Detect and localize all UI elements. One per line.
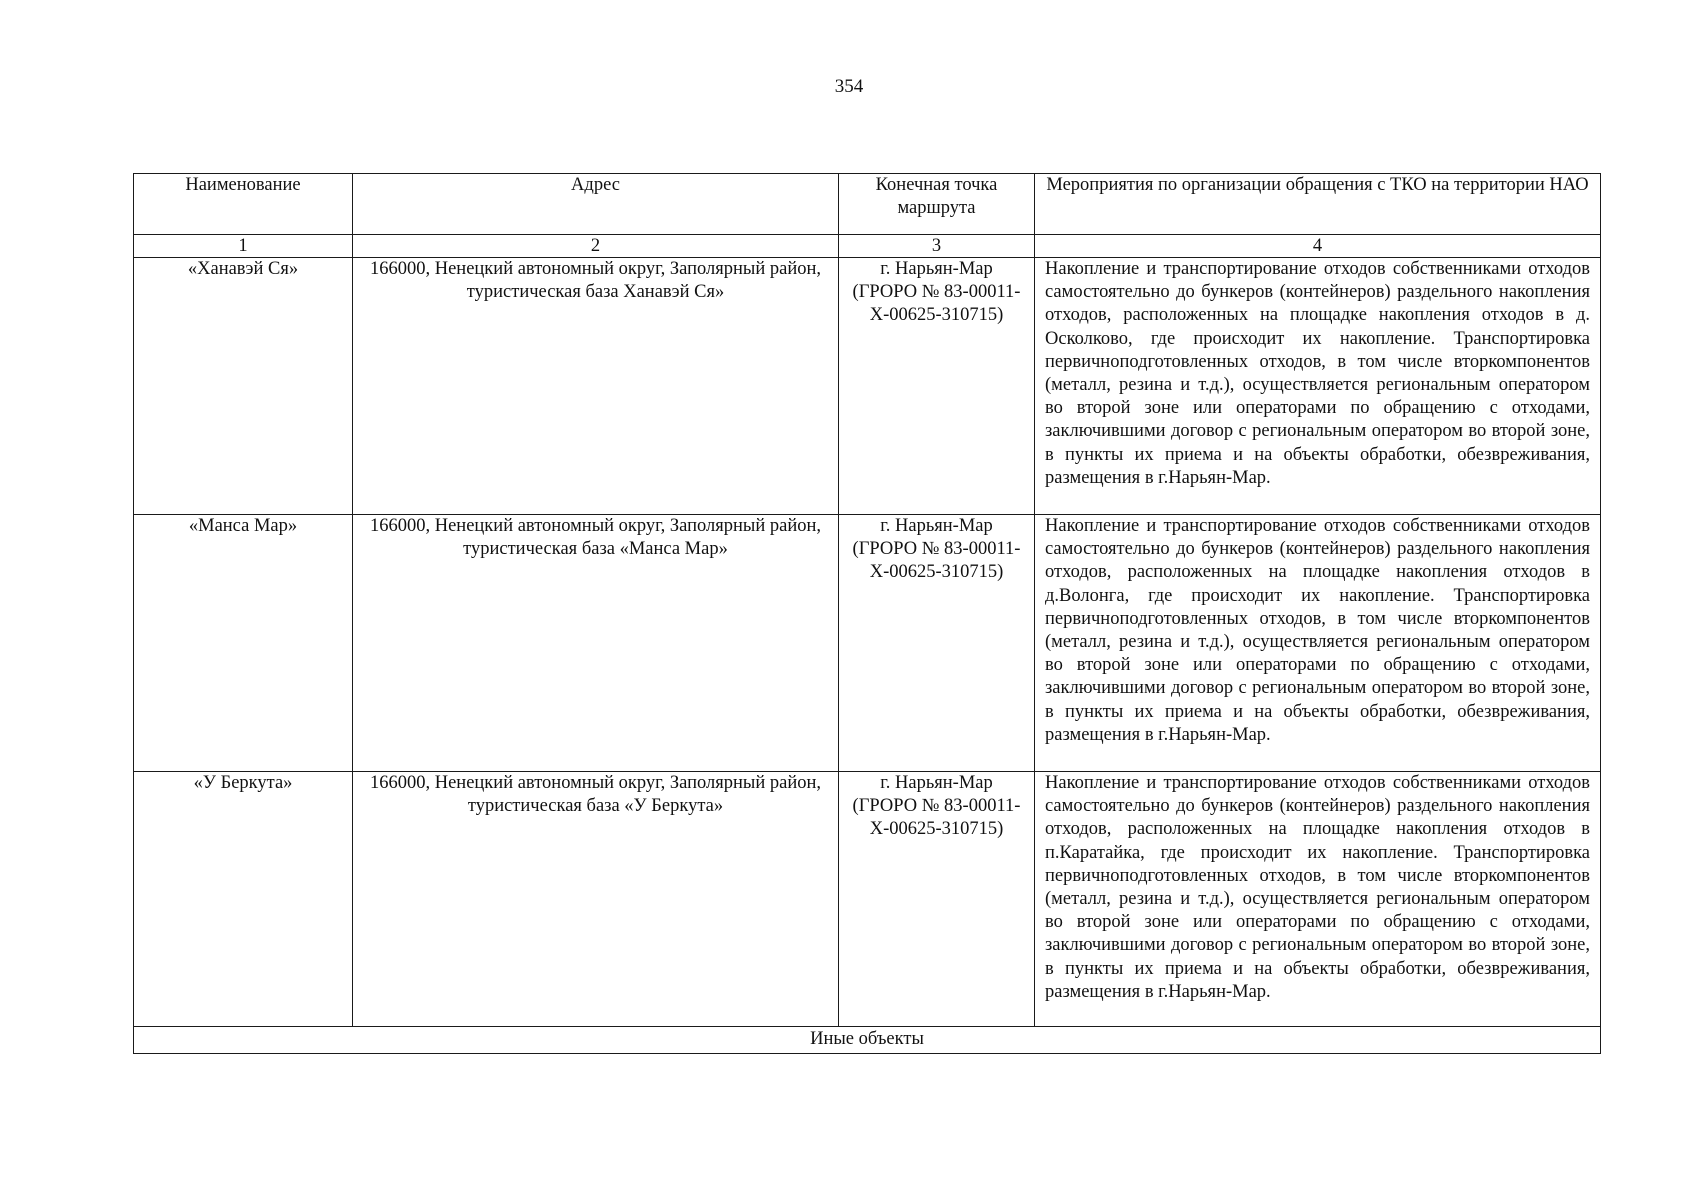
header-endpoint: Конечная точка маршрута [839,174,1035,235]
header-name: Наименование [134,174,353,235]
page-number: 354 [834,76,864,97]
cell-address: 166000, Ненецкий автономный округ, Заполярный район, туристическая база Ханавэй Ся» [353,258,839,515]
cell-endpoint: г. Нарьян-Мар (ГРОРО № 83-00011-Х-00625-310715) [839,515,1035,772]
header-measures: Мероприятия по организации обращения с ТКО на территории НАО [1035,174,1601,235]
table-row [134,772,1601,1027]
section-row [134,1027,1601,1054]
table-row [134,515,1601,772]
cell-name: «Манса Мар» [134,515,353,772]
cell-address: 166000, Ненецкий автономный округ, Заполярный район, туристическая база «У Беркута» [353,772,839,1027]
cell-name: «Ханавэй Ся» [134,258,353,515]
cell-measures: Накопление и транспортирование отходов собственниками отходов самостоятельно до бункеров (контейнеров) раздельного накопления отходов, расположенных на площадке накопления отходов в п.Каратайка, где происходит их накопление. Транспортировка первичноподготовленных отходов, в том числе вторкомпонентов (металл, резина и т.д.), осуществляется региональным оператором во второй зоне или операторами по обращению с отходами, заключившими договор с региональным оператором во второй зоне, в пункты их приема и на объекты обработки, обезвреживания, размещения в г.Нарьян-Мар. [1035,772,1601,1027]
table-row [134,258,1601,515]
cell-measures: Накопление и транспортирование отходов собственниками отходов самостоятельно до бункеров (контейнеров) раздельного накопления отходов, расположенных на площадке накопления отходов в д.Волонга, где происходит их накопление. Транспортировка первичноподготовленных отходов, в том числе вторкомпонентов (металл, резина и т.д.), осуществляется региональным оператором во второй зоне или операторами по обращению с отходами, заключившими договор с региональным оператором во второй зоне, в пункты их приема и на объекты обработки, обезвреживания, размещения в г.Нарьян-Мар. [1035,515,1601,772]
column-number-row [134,235,1601,258]
cell-endpoint: г. Нарьян-Мар (ГРОРО № 83-00011-Х-00625-310715) [839,258,1035,515]
cell-measures: Накопление и транспортирование отходов собственниками отходов самостоятельно до бункеров (контейнеров) раздельного накопления отходов, расположенных на площадке накопления отходов в д. Осколково, где происходит их накопление. Транспортировка первичноподготовленных отходов, в том числе вторкомпонентов (металл, резина и т.д.), осуществляется региональным оператором во второй зоне или операторами по обращению с отходами, заключившими договор с региональным оператором во второй зоне, в пункты их приема и на объекты обработки, обезвреживания, размещения в г.Нарьян-Мар. [1035,258,1601,515]
cell-name: «У Беркута» [134,772,353,1027]
column-number: 2 [353,235,839,258]
table-header-row [134,174,1601,235]
section-label: Иные объекты [134,1027,1601,1054]
waste-management-table [133,173,1601,1054]
column-number: 4 [1035,235,1601,258]
cell-endpoint: г. Нарьян-Мар (ГРОРО № 83-00011-Х-00625-310715) [839,772,1035,1027]
cell-address: 166000, Ненецкий автономный округ, Заполярный район, туристическая база «Манса Мар» [353,515,839,772]
header-address: Адрес [353,174,839,235]
column-number: 1 [134,235,353,258]
column-number: 3 [839,235,1035,258]
